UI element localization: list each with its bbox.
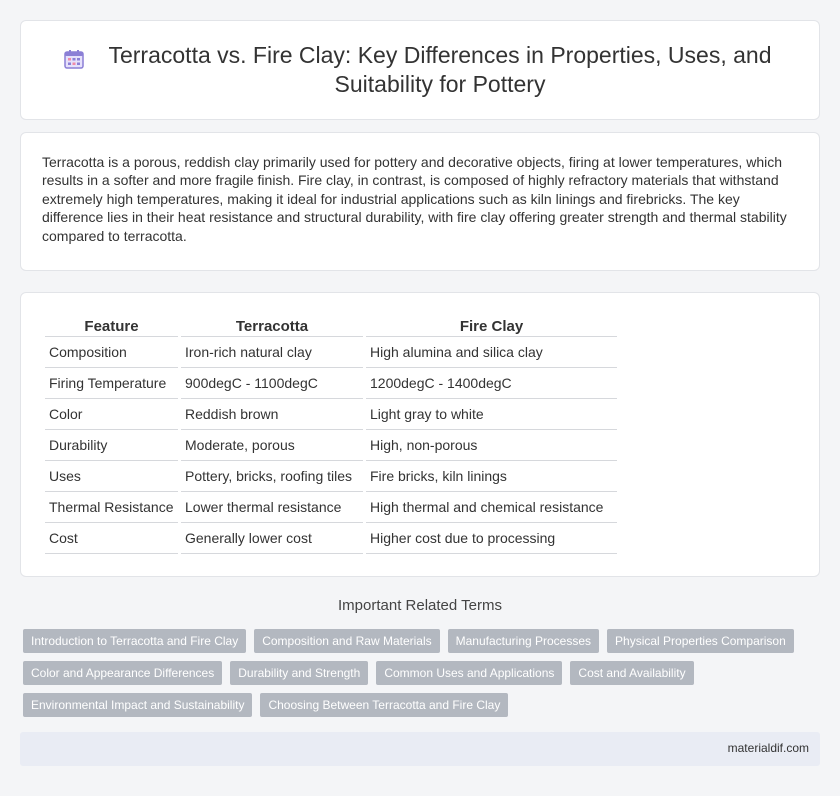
column-header-fire-clay: Fire Clay xyxy=(366,317,617,337)
related-term-tag[interactable]: Introduction to Terracotta and Fire Clay xyxy=(23,629,246,653)
table-cell: Firing Temperature xyxy=(45,368,178,399)
table-cell: High thermal and chemical resistance xyxy=(366,492,617,523)
table-cell: Color xyxy=(45,399,178,430)
table-cell: Reddish brown xyxy=(181,399,363,430)
table-cell: Composition xyxy=(45,337,178,368)
comparison-card xyxy=(20,292,820,577)
table-cell: 1200degC - 1400degC xyxy=(366,368,617,399)
comparison-table xyxy=(42,317,620,554)
related-term-tag[interactable]: Durability and Strength xyxy=(230,661,368,685)
table-cell: 900degC - 1100degC xyxy=(181,368,363,399)
table-cell: High alumina and silica clay xyxy=(366,337,617,368)
related-term-tag[interactable]: Common Uses and Applications xyxy=(376,661,562,685)
column-header-terracotta: Terracotta xyxy=(181,317,363,337)
related-terms-title: Important Related Terms xyxy=(338,597,502,614)
table-cell: Cost xyxy=(45,523,178,554)
footer-site-link[interactable]: materialdif.com xyxy=(727,741,809,755)
page-title: Terracotta vs. Fire Clay: Key Differences in Properties, Uses, and Suitability for Pottery xyxy=(108,42,772,97)
table-header-row xyxy=(45,317,617,337)
table-cell: Durability xyxy=(45,430,178,461)
intro-paragraph: Terracotta is a porous, reddish clay primarily used for pottery and decorative objects, firing at lower temperatures, which results in a softer and more fragile finish. Fire clay, in contrast, is composed of highly refractory materials that withstand extremely high temperatures, making it ideal for industrial applications such as kiln linings and firebricks. The key difference lies in their heat resistance and structural durability, with fire clay offering greater strength and thermal stability compared to terracotta. xyxy=(42,154,787,244)
table-cell: Thermal Resistance xyxy=(45,492,178,523)
table-cell: Light gray to white xyxy=(366,399,617,430)
table-cell: Pottery, bricks, roofing tiles xyxy=(181,461,363,492)
column-header-feature: Feature xyxy=(45,317,178,337)
related-term-tag[interactable]: Composition and Raw Materials xyxy=(254,629,439,653)
related-term-tag[interactable]: Manufacturing Processes xyxy=(448,629,599,653)
related-term-tag[interactable]: Choosing Between Terracotta and Fire Clay xyxy=(260,693,508,717)
related-term-tag[interactable]: Physical Properties Comparison xyxy=(607,629,794,653)
table-row xyxy=(45,399,617,430)
footer xyxy=(20,732,820,766)
table-cell: Generally lower cost xyxy=(181,523,363,554)
table-cell: Moderate, porous xyxy=(181,430,363,461)
table-cell: Iron-rich natural clay xyxy=(181,337,363,368)
related-terms-list xyxy=(23,629,803,717)
related-term-tag[interactable]: Color and Appearance Differences xyxy=(23,661,222,685)
table-cell: Lower thermal resistance xyxy=(181,492,363,523)
table-row xyxy=(45,492,617,523)
table-cell: High, non-porous xyxy=(366,430,617,461)
table-row xyxy=(45,337,617,368)
table-row xyxy=(45,461,617,492)
table-cell: Higher cost due to processing xyxy=(366,523,617,554)
related-term-tag[interactable]: Environmental Impact and Sustainability xyxy=(23,693,252,717)
table-row xyxy=(45,523,617,554)
table-cell: Uses xyxy=(45,461,178,492)
table-cell: Fire bricks, kiln linings xyxy=(366,461,617,492)
intro-card xyxy=(20,132,820,271)
table-row xyxy=(45,368,617,399)
related-term-tag[interactable]: Cost and Availability xyxy=(570,661,693,685)
header-card xyxy=(20,20,820,120)
table-row xyxy=(45,430,617,461)
